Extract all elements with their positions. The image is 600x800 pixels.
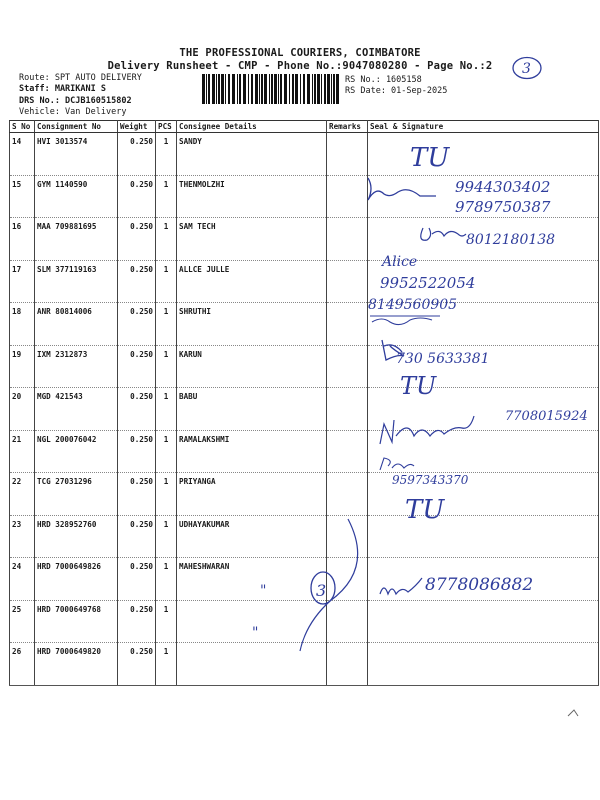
cell-sno: 20	[10, 388, 35, 431]
barcode-bar	[321, 74, 322, 104]
cell-remarks	[327, 175, 368, 218]
handwritten-text: 7708015924	[505, 409, 588, 424]
cell-signature	[368, 643, 599, 686]
cell-signature	[368, 175, 599, 218]
cell-remarks	[327, 643, 368, 686]
barcode-bar	[280, 74, 282, 104]
table-row	[10, 388, 599, 431]
table-row	[10, 133, 599, 176]
runsheet-table	[9, 120, 599, 686]
cell-signature	[368, 600, 599, 643]
cell-signature	[368, 218, 599, 261]
cell-remarks	[327, 473, 368, 516]
cell-weight: 0.250	[118, 473, 156, 516]
route-label: Route: SPT AUTO DELIVERY	[19, 73, 142, 83]
circled-page-number-text: 3	[522, 61, 531, 77]
barcode-bar	[312, 74, 313, 104]
cell-signature	[368, 133, 599, 176]
barcode-bar	[243, 74, 246, 104]
cell-consignee: UDHAYAKUMAR	[177, 515, 327, 558]
cell-remarks	[327, 345, 368, 388]
barcode-bar	[271, 74, 273, 104]
cell-consignment-no: SLM 377119163	[35, 260, 118, 303]
cell-weight: 0.250	[118, 260, 156, 303]
handwritten-text: 730 5633381	[396, 351, 490, 367]
barcode-bar	[331, 74, 332, 104]
cell-signature	[368, 260, 599, 303]
barcode-bar	[317, 74, 320, 104]
header-remarks: Remarks	[327, 121, 368, 133]
cell-pcs: 1	[156, 643, 177, 686]
barcode-image	[202, 74, 339, 104]
cell-remarks	[327, 515, 368, 558]
cell-weight: 0.250	[118, 558, 156, 601]
rs-number: RS No.: 1605158	[345, 75, 422, 85]
cell-consignee: ALLCE JULLE	[177, 260, 327, 303]
header-consignment: Consignment No	[35, 121, 118, 133]
barcode-bar	[264, 74, 267, 104]
cell-consignment-no: IXM 2312873	[35, 345, 118, 388]
cell-consignment-no: TCG 27031296	[35, 473, 118, 516]
cell-consignee: THENMOLZHI	[177, 175, 327, 218]
header-consignee: Consignee Details	[177, 121, 327, 133]
cell-weight: 0.250	[118, 175, 156, 218]
handwritten-text: 9952522054	[380, 274, 476, 292]
table-row	[10, 260, 599, 303]
cell-consignment-no: MAA 709881695	[35, 218, 118, 261]
cell-consignee: SHRUTHI	[177, 303, 327, 346]
handwritten-text: 8778086882	[425, 575, 534, 595]
table-row	[10, 600, 599, 643]
vehicle-label: Vehicle: Van Delivery	[19, 107, 127, 117]
cell-signature	[368, 515, 599, 558]
cell-consignment-no: HRD 7000649820	[35, 643, 118, 686]
cell-signature	[368, 388, 599, 431]
cell-consignee: PRIYANGA	[177, 473, 327, 516]
barcode-bar	[216, 74, 217, 104]
header-signature: Seal & Signature	[368, 121, 599, 133]
cell-sno: 15	[10, 175, 35, 218]
handwritten-text: TU	[410, 143, 450, 173]
cell-consignee: SAM TECH	[177, 218, 327, 261]
cell-remarks	[327, 430, 368, 473]
cell-consignee: RAMALAKSHMI	[177, 430, 327, 473]
cell-sno: 17	[10, 260, 35, 303]
cell-weight: 0.250	[118, 133, 156, 176]
cell-sno: 24	[10, 558, 35, 601]
cell-pcs: 1	[156, 345, 177, 388]
cell-sno: 21	[10, 430, 35, 473]
cell-remarks	[327, 558, 368, 601]
barcode-bar	[248, 74, 249, 104]
cell-consignee: SANDY	[177, 133, 327, 176]
cell-sno: 19	[10, 345, 35, 388]
table-row	[10, 345, 599, 388]
barcode-bar	[278, 74, 279, 104]
cell-remarks	[327, 600, 368, 643]
barcode-bar	[324, 74, 326, 104]
cell-pcs: 1	[156, 303, 177, 346]
table-row	[10, 558, 599, 601]
cell-remarks	[327, 218, 368, 261]
barcode-bar	[239, 74, 241, 104]
ditto-mark: "	[260, 583, 267, 599]
barcode-bar	[232, 74, 235, 104]
cell-pcs: 1	[156, 133, 177, 176]
handwritten-text: TU	[400, 372, 437, 400]
barcode-bar	[274, 74, 277, 104]
cell-sno: 23	[10, 515, 35, 558]
cell-pcs: 1	[156, 260, 177, 303]
handwritten-text: 8012180138	[466, 232, 556, 248]
barcode-bar	[202, 74, 205, 104]
cell-weight: 0.250	[118, 218, 156, 261]
table-row	[10, 218, 599, 261]
cell-sno: 18	[10, 303, 35, 346]
barcode-bar	[218, 74, 220, 104]
header-sno: S No	[10, 121, 35, 133]
stray-mark	[568, 710, 578, 716]
barcode-bar	[333, 74, 335, 104]
circled-number-text: 3	[316, 581, 327, 600]
circled-page-number	[511, 55, 543, 81]
cell-consignment-no: HRD 7000649826	[35, 558, 118, 601]
barcode-bar	[300, 74, 301, 104]
barcode-bar	[289, 74, 290, 104]
cell-remarks	[327, 388, 368, 431]
barcode-bar	[259, 74, 260, 104]
barcode-bar	[327, 74, 330, 104]
ditto-mark: "	[252, 625, 259, 641]
table-row	[10, 303, 599, 346]
drs-number: DRS No.: DCJB160515802	[19, 96, 132, 106]
cell-pcs: 1	[156, 515, 177, 558]
barcode-bar	[314, 74, 316, 104]
cell-consignee: KARUN	[177, 345, 327, 388]
barcode-bar	[269, 74, 270, 104]
barcode-bar	[237, 74, 238, 104]
barcode-bar	[336, 74, 339, 104]
cell-pcs: 1	[156, 218, 177, 261]
table-row	[10, 515, 599, 558]
cell-consignee: BABU	[177, 388, 327, 431]
staff-label: Staff: MARIKANI S	[19, 84, 106, 94]
cell-consignment-no: HVI 3013574	[35, 133, 118, 176]
cell-consignee	[177, 600, 327, 643]
page-title: THE PROFESSIONAL COURIERS, COIMBATORE	[179, 47, 421, 59]
handwritten-text: 9789750387	[455, 198, 551, 216]
barcode-bar	[284, 74, 287, 104]
cell-consignment-no: NGL 200076042	[35, 430, 118, 473]
cell-weight: 0.250	[118, 515, 156, 558]
cell-signature	[368, 303, 599, 346]
cell-sno: 25	[10, 600, 35, 643]
cell-signature	[368, 558, 599, 601]
cell-consignment-no: ANR 80814006	[35, 303, 118, 346]
cell-remarks	[327, 303, 368, 346]
rs-date: RS Date: 01-Sep-2025	[345, 86, 448, 96]
cell-consignment-no: GYM 1140590	[35, 175, 118, 218]
cell-pcs: 1	[156, 430, 177, 473]
cell-signature	[368, 430, 599, 473]
cell-consignment-no: MGD 421543	[35, 388, 118, 431]
barcode-bar	[212, 74, 215, 104]
cell-consignee: MAHESHWARAN	[177, 558, 327, 601]
barcode-bar	[292, 74, 294, 104]
cell-weight: 0.250	[118, 345, 156, 388]
cell-signature	[368, 345, 599, 388]
handwritten-text: 9944303402	[455, 178, 551, 196]
barcode-bar	[206, 74, 207, 104]
cell-sno: 14	[10, 133, 35, 176]
barcode-bar	[225, 74, 226, 104]
cell-weight: 0.250	[118, 600, 156, 643]
barcode-bar	[303, 74, 305, 104]
barcode-bar	[261, 74, 263, 104]
cell-pcs: 1	[156, 558, 177, 601]
table-header-row	[10, 121, 599, 133]
cell-weight: 0.250	[118, 388, 156, 431]
header-pcs: PCS	[156, 121, 177, 133]
header-weight: Weight	[118, 121, 156, 133]
handwritten-text: Alice	[382, 254, 418, 270]
barcode-bar	[208, 74, 210, 104]
barcode-bar	[295, 74, 298, 104]
table-row	[10, 473, 599, 516]
cell-pcs: 1	[156, 600, 177, 643]
barcode-bar	[307, 74, 310, 104]
barcode-bar	[251, 74, 253, 104]
table-row	[10, 430, 599, 473]
cell-consignee	[177, 643, 327, 686]
cell-weight: 0.250	[118, 430, 156, 473]
barcode-bar	[255, 74, 258, 104]
cell-sno: 22	[10, 473, 35, 516]
handwritten-text: 8149560905	[368, 297, 458, 313]
barcode-bar	[221, 74, 224, 104]
cell-sno: 26	[10, 643, 35, 686]
cell-pcs: 1	[156, 388, 177, 431]
runsheet-subtitle: Delivery Runsheet - CMP - Phone No.:9047080280 - Page No.:2	[107, 60, 493, 72]
cell-pcs: 1	[156, 175, 177, 218]
cell-pcs: 1	[156, 473, 177, 516]
cell-weight: 0.250	[118, 303, 156, 346]
barcode-bar	[228, 74, 230, 104]
cell-sno: 16	[10, 218, 35, 261]
handwritten-text: TU	[405, 495, 445, 525]
cell-consignment-no: HRD 328952760	[35, 515, 118, 558]
table-row	[10, 643, 599, 686]
table-row	[10, 175, 599, 218]
handwritten-text: 9597343370	[392, 473, 469, 487]
cell-weight: 0.250	[118, 643, 156, 686]
cell-remarks	[327, 133, 368, 176]
cell-signature	[368, 473, 599, 516]
cell-remarks	[327, 260, 368, 303]
cell-consignment-no: HRD 7000649768	[35, 600, 118, 643]
